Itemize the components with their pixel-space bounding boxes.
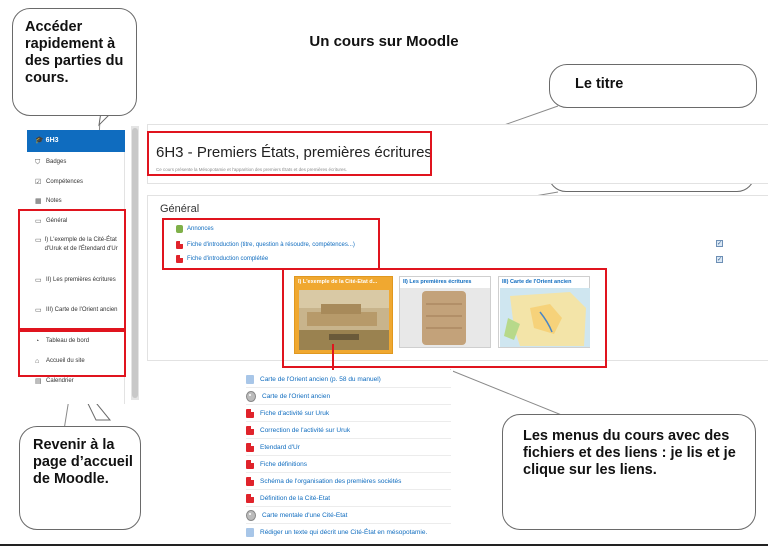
resource-item[interactable] [246,439,451,456]
sidebar-item-label: Badges [46,159,67,165]
pdf-icon [246,460,254,469]
gear-icon [246,391,256,402]
tile-title: II) Les premières écritures [403,279,472,285]
sidebar-item-label: III) Carte de l'Orient ancien [46,307,118,313]
tile-title: III) Carte de l'Orient ancien [502,279,572,285]
tile-title: I) L'exemple de la Cité-Etat d... [298,279,378,285]
resource-item[interactable] [246,456,451,473]
sidebar-item-competences[interactable] [27,178,125,188]
callout-revenir: Revenir à la page d’accueil de Moodle. [19,426,141,530]
resource-item[interactable] [246,422,451,439]
sidebar-item-label: Notes [46,198,62,204]
resource-label: Schéma de l'organisation des premières sociétés [260,477,402,485]
folder-icon: ▭ [35,277,42,284]
folder-icon [246,375,254,384]
resource-label: Correction de l'activité sur Uruk [260,426,351,434]
sidebar-item-label: I) L'exemple de la Cité-État d'Uruk et de l'Étendard d'Ur [44,237,118,252]
resource-item[interactable] [246,507,451,524]
resource-label: Définition de la Cité-Etat [260,494,331,502]
folder-icon: ▭ [35,307,42,314]
sidebar-item-label: Calendrier [46,378,74,384]
gear-icon [246,510,256,521]
resource-item[interactable] [246,388,451,405]
sidebar-item-badges[interactable] [27,158,125,168]
highlight-title [147,131,432,176]
folder-icon: ▭ [35,237,42,244]
callout-acces: Accéder rapidement à des parties du cours. [12,8,137,116]
highlight-navigation [18,330,126,377]
shield-icon: ⛉ [35,159,41,166]
resource-label: Fiche d'activité sur Uruk [260,409,330,417]
calendar-icon: ▤ [35,378,42,385]
sidebar-scrollbar[interactable] [131,126,139,400]
resource-label: Etendard d'Ur [260,443,300,451]
resource-label: Rédiger un texte qui décrit une Cité-État en mésopotamie. [260,529,428,536]
sidebar-item-label: Compétences [46,179,84,185]
pdf-icon [246,494,254,503]
resource-label: Carte de l'Orient ancien (p. 58 du manuel) [260,375,381,383]
folder-icon: ▭ [35,218,42,225]
connector-menus [450,370,574,420]
section-title: Général [160,203,200,215]
sidebar-item-label: II) Les premières écritures [46,277,116,283]
course-summary: Ce cours présente la Mésopotamie et l'apparition des premiers États et des premières écritures. [156,167,347,172]
highlight-activities [162,218,380,270]
callout-menus: Les menus du cours avec des fichiers et des liens : je lis et je clique sur les liens. [502,414,756,530]
pdf-icon [246,426,254,435]
activity-label: Fiche d'introduction complétée [187,256,269,262]
sidebar-course-link[interactable] [27,130,125,152]
home-icon: ⌂ [35,358,40,365]
resource-label: Carte de l'Orient ancien [262,392,331,400]
resource-item[interactable] [246,371,451,388]
sidebar-course-label: 6H3 [45,137,59,144]
completion-checkbox[interactable]: ✓ [717,257,723,263]
page-title: Un cours sur Moodle [309,33,459,50]
course-title: 6H3 - Premiers États, premières écritures [156,144,432,161]
sidebar-item-calendrier[interactable] [27,377,125,387]
resource-label: Carte mentale d'une Cité-Etat [262,511,348,519]
folder-icon [246,528,254,537]
highlight-sections [18,209,126,330]
sidebar-item-notes[interactable] [27,197,125,207]
graduation-cap-icon: 🎓 [35,137,44,144]
pdf-icon [246,443,254,452]
resource-item[interactable] [246,490,451,507]
sidebar-item-label: Tableau de bord [46,338,90,344]
resource-item[interactable] [246,473,451,490]
pdf-icon [246,409,254,418]
sidebar-item-label: Général [46,218,68,224]
completion-checkbox[interactable]: ✓ [717,241,723,247]
resource-item[interactable] [246,524,451,541]
sidebar-item-label: Accueil du site [46,358,85,364]
activity-label: Annonces [187,226,214,232]
callout-titre: Le titre [549,64,757,108]
grid-icon: ▦ [35,198,42,205]
resource-label: Fiche définitions [260,460,307,468]
activity-label: Fiche d'introduction (titre, question à résoudre, compétences...) [187,242,355,248]
resource-item[interactable] [246,405,451,422]
pdf-icon [246,477,254,486]
dashboard-icon: ◔ [35,338,40,345]
check-square-icon: ☑ [35,179,42,186]
